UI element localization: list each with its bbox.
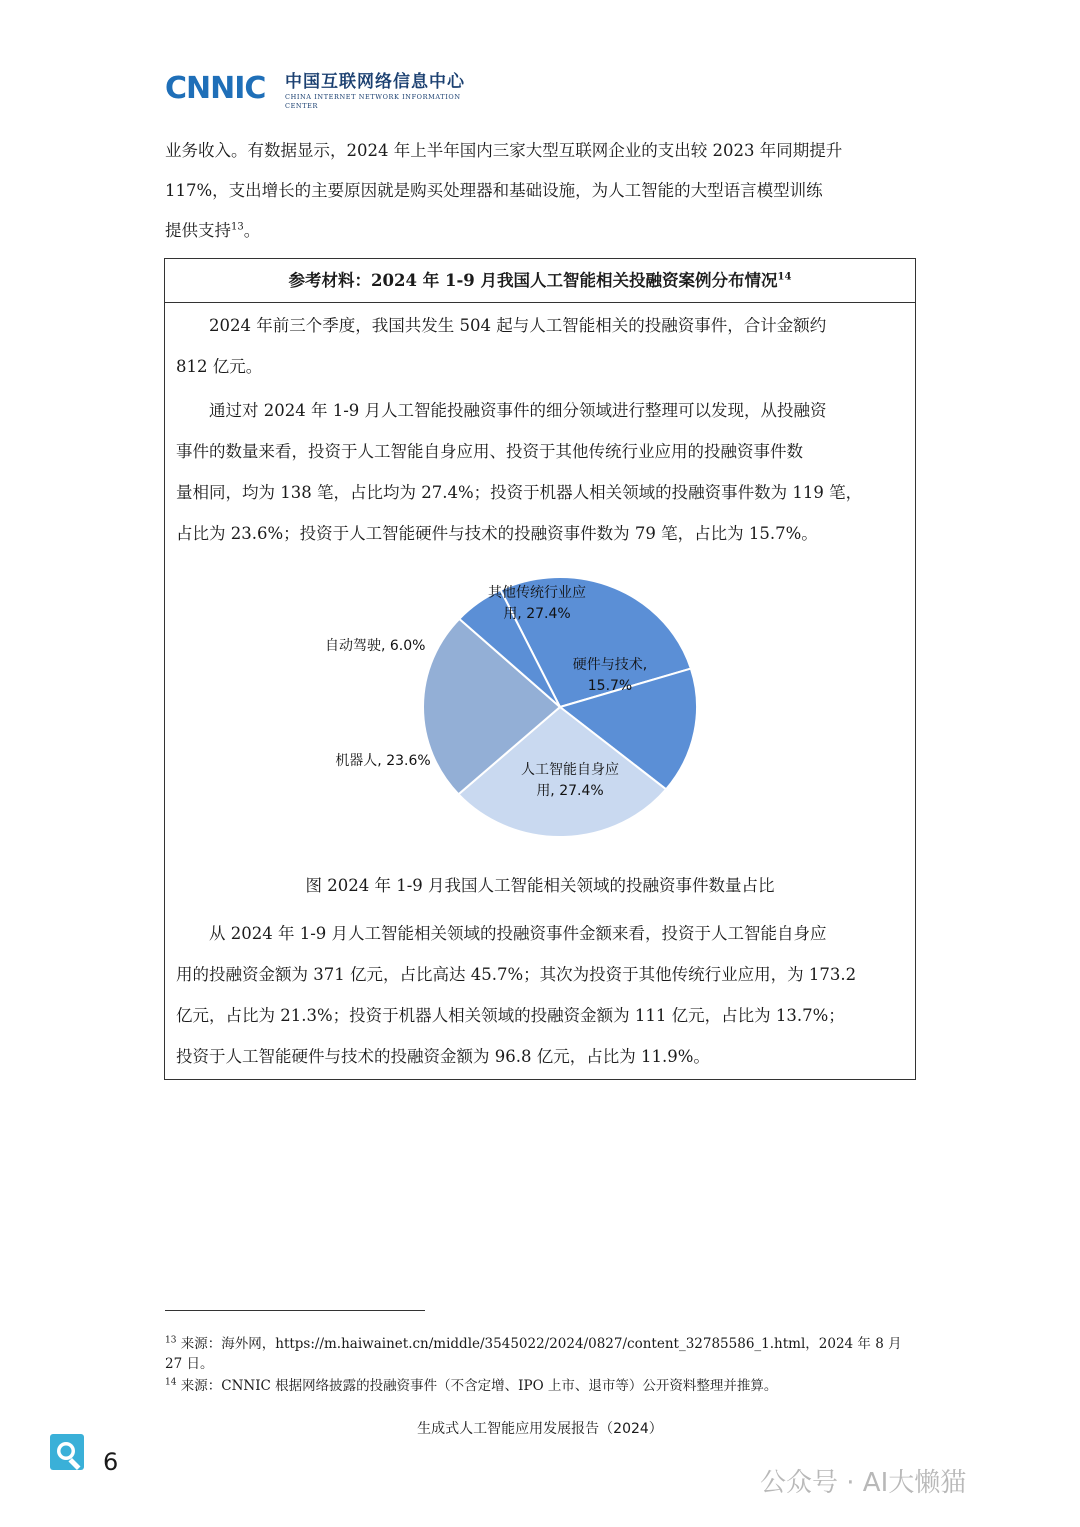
intro-line: 提供支持$^{13}$。 bbox=[165, 221, 261, 240]
magnifier-logo-icon bbox=[48, 1432, 88, 1474]
logo-mark: CNNIC bbox=[165, 71, 266, 106]
reference-box bbox=[164, 258, 916, 1080]
report-title-footer: 生成式人工智能应用发展报告（2024） bbox=[417, 1421, 663, 1437]
footnote-divider bbox=[165, 1310, 425, 1311]
box-title: 参考材料：2024 年 1-9 月我国人工智能相关投融资案例分布情况$^{14}$ bbox=[165, 259, 915, 303]
pie-slice-label: 自动驾驶, 6.0% bbox=[325, 638, 426, 654]
pie-slice-label: 硬件与技术, 15.7% bbox=[572, 657, 648, 694]
logo-chinese-name: 中国互联网络信息中心 bbox=[285, 72, 465, 92]
intro-line: 117%，支出增长的主要原因就是购买处理器和基础设施，为人工智能的大型语言模型训练 bbox=[165, 181, 823, 200]
box-paragraph-3: 从 2024 年 1-9 月人工智能相关领域的投融资事件金额来看，投资于人工智能自身应 用的投融资金额为 371 亿元，占比高达 45.7%；其次为投资于其他传统行业应用，为 173.2 亿元，占比为 21.3%；投资于机器人相关领域的投融资金额为 111 亿元，占比为 13.7%； 投资于人工智能硬件与技术的投融资金额为 96.8 亿元，占比为 11.9%。 bbox=[176, 924, 857, 1066]
watermark: 公众号 · AI大懒猫 bbox=[760, 1468, 967, 1498]
pie-chart bbox=[315, 577, 755, 867]
logo-english-name: CHINA INTERNET NETWORK INFORMATION CENTER bbox=[285, 93, 461, 110]
box-paragraph-1: 2024 年前三个季度，我国共发生 504 起与人工智能相关的投融资事件，合计金额约 812 亿元。 bbox=[176, 316, 827, 376]
cnnic-logo bbox=[165, 70, 485, 110]
pie-slice-label: 机器人, 23.6% bbox=[335, 753, 431, 769]
page-number: 6 bbox=[103, 1448, 119, 1476]
figure-caption: 图 2024 年 1-9 月我国人工智能相关领域的投融资事件数量占比 bbox=[305, 876, 775, 895]
box-paragraph-2: 通过对 2024 年 1-9 月人工智能投融资事件的细分领域进行整理可以发现，从投融资 事件的数量来看，投资于人工智能自身应用、投资于其他传统行业应用的投融资事件数 量相同，均为 138 笔，占比均为 27.4%；投资于机器人相关领域的投融资事件数为 119 笔， 占比为 23.6%；投资于人工智能硬件与技术的投融资事件数为 79 笔，占比为 15.7%。 bbox=[176, 401, 863, 543]
footnote-ref: 14 bbox=[777, 271, 792, 283]
pie-slice-label: 其他传统行业应用, 27.4% bbox=[488, 585, 586, 622]
footnote-14: $^{14}$ 来源：CNNIC 根据网络披露的投融资事件（不含定增、IPO 上市、退市等）公开资料整理并推算。 bbox=[165, 1377, 778, 1394]
intro-line: 业务收入。有数据显示，2024 年上半年国内三家大型互联网企业的支出较 2023 年同期提升 bbox=[165, 141, 843, 160]
intro-paragraph bbox=[165, 131, 917, 251]
pie-slice-label: 人工智能自身应用, 27.4% bbox=[521, 762, 619, 799]
footnote-13: $^{13}$ 来源：海外网，https://m.haiwainet.cn/middle/3545022/2024/0827/content_32785586_1.html，2024 年 8 月 27 日。 bbox=[165, 1335, 902, 1372]
footnote-ref: 13 bbox=[231, 221, 244, 233]
